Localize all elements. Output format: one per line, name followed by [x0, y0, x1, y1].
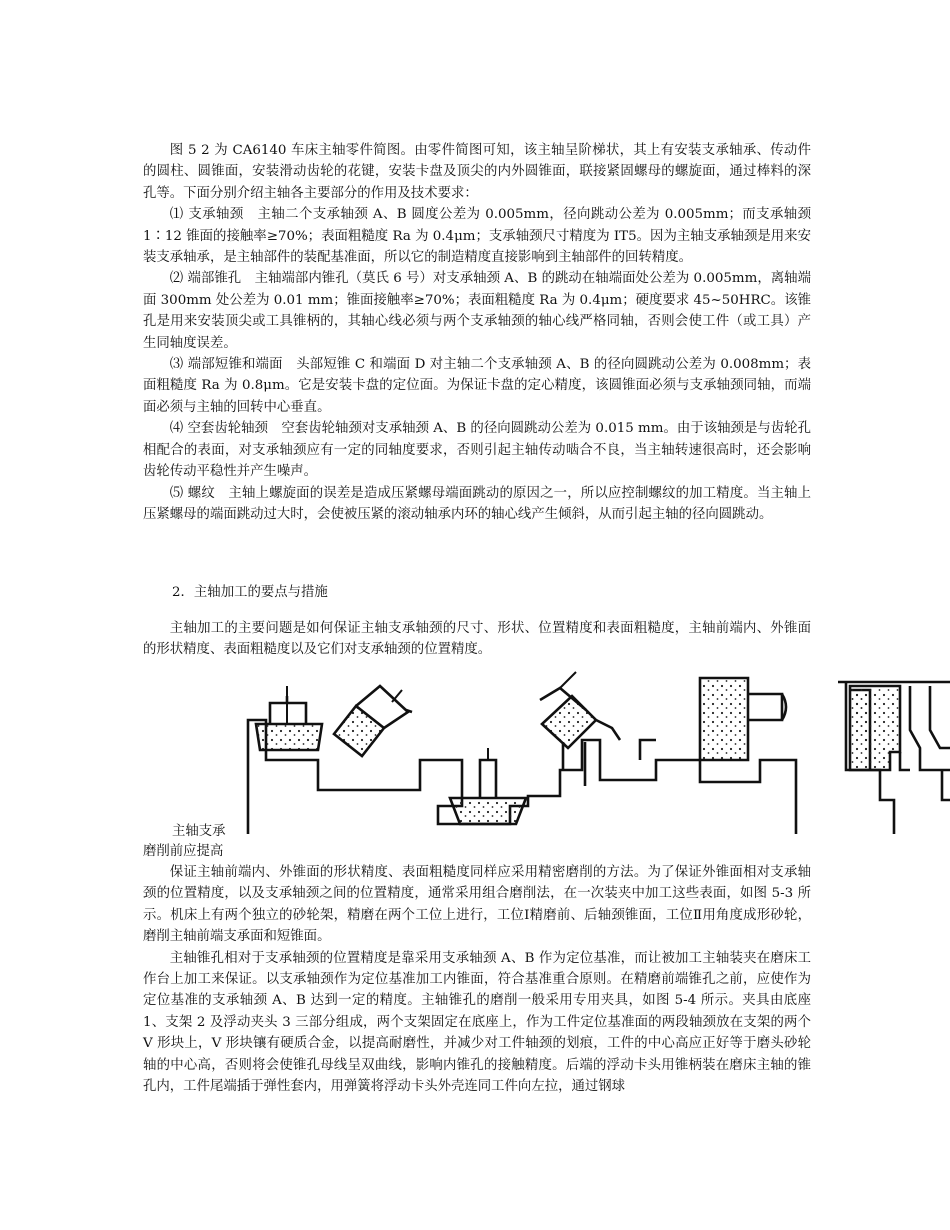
figure-side-text-line-2: 磨削前应提高 [143, 844, 224, 859]
paragraph: ⑷ 空套齿轮轴颈 空套齿轮轴颈对支承轴颈 A、B 的径向圆跳动公差为 0.015 mm。由于该轴颈是与齿轮孔相配合的表面，对支承轴颈应有一定的同轴度要求，否则引起主轴传动啮合不良，当主轴转速很高时，还会影响齿轮传动平稳性并产生噪声。 [143, 421, 811, 480]
paragraph: ⑸ 螺纹 主轴上螺旋面的误差是造成压紧螺母端面跳动的原因之一，所以应控制螺纹的加工精度。当主轴上压紧螺母的端面跳动过大时，会使被压紧的滚动轴承内环的轴心线产生倾斜，从而引起主轴的径向圆跳动。 [143, 485, 811, 522]
left-grinding-wheel [256, 724, 322, 750]
paragraph: ⑴ 支承轴颈 主轴二个支承轴颈 A、B 圆度公差为 0.005mm，径向跳动公差为 0.005mm；而支承轴颈 1∶12 锥面的接触率≥70%；表面粗糙度 Ra 为 0.4μm；支承轴颈尺寸精度为 IT5。因为主轴支承轴颈是用来安装支承轴承，是主轴部件的装配基准面，所以它的制造精度直接影响到主轴部件的回转精度。 [143, 207, 811, 266]
small-grinding-wheel [450, 798, 526, 824]
spindle-requirements-text [143, 140, 811, 525]
grinding-methods-text [143, 862, 811, 1097]
cylindrical-wheel [700, 678, 748, 760]
paragraph: 保证主轴前端内、外锥面的形状精度、表面粗糙度同样应采用精密磨削的方法。为了保证外锥面相对支承轴颈的位置精度，以及支承轴颈之间的位置精度，通常采用组合磨削法，在一次装夹中加工这些表面，如图 5-3 所示。机床上有两个独立的砂轮架，精磨在两个工位上进行，工位Ⅰ精磨前、后轴颈锥面，工位Ⅱ用角度成形砂轮，磨削主轴前端支承面和短锥面。 [143, 865, 811, 945]
spindle-workpiece [248, 720, 796, 834]
intro-text [143, 618, 811, 661]
angled-grinding-wheel [334, 706, 384, 756]
paragraph: ⑵ 端部锥孔 主轴端部内锥孔（莫氏 6 号）对支承轴颈 A、B 的跳动在轴端面处公差为 0.005mm，离轴端面 300mm 处公差为 0.01 mm；锥面接触率≥70%；表面粗糙度 Ra 为 0.4μm；硬度要求 45~50HRC。该锥孔是用来安装顶尖或工具锥柄的，其轴心线必须与两个支承轴颈的轴心线严格同轴，否则会使工件（或工具）产生同轴度误差。 [143, 271, 811, 351]
tilted-wheel-station-two [542, 696, 596, 748]
figure-side-text-line-1: 主轴支承 [172, 824, 226, 839]
paragraph: 主轴加工的主要问题是如何保证主轴支承轴颈的尺寸、形状、位置精度和表面粗糙度，主轴前端内、外锥面的形状精度、表面粗糙度以及它们对支承轴颈的位置精度。 [143, 621, 811, 658]
paragraph: 主轴锥孔相对于支承轴颈的位置精度是靠采用支承轴颈 A、B 作为定位基准，而让被加工主轴装夹在磨床工作台上加工来保证。以支承轴颈作为定位基准加工内锥面，符合基准重合原则。在精磨前端锥孔之前，应使作为定位基准的支承轴颈 A、B 达到一定的精度。主轴锥孔的磨削一般采用专用夹具，如图 5-4 所示。夹具由底座 1、支架 2 及浮动夹头 3 三部分组成，两个支架固定在底座上，作为工件定位基准面的两段轴颈放在支架的两个 V 形块上，V 形块镶有硬质合金，以提高耐磨性，并减少对工件轴颈的划痕，工件的中心高应正好等于磨头砂轮轴的中心高，否则将会使锥孔母线呈双曲线，影响内锥孔的接触精度。后端的浮动卡头用锥柄装在磨床主轴的锥孔内，工件尾端插于弹性套内，用弹簧将浮动卡头外壳连同工件向左拉，通过钢球 [143, 950, 811, 1095]
paragraph: ⑶ 端部短锥和端面 头部短锥 C 和端面 D 对主轴二个支承轴颈 A、B 的径向圆跳动公差为 0.008mm；表面粗糙度 Ra 为 0.8μm。它是安装卡盘的定位面。为保证卡盘的定心精度，该圆锥面必须与支承轴颈同轴，而端面必须与主轴的回转中心垂直。 [143, 357, 811, 415]
section-heading: 2．主轴加工的要点与措施 [172, 585, 328, 600]
paragraph: 图 5 2 为 CA6140 车床主轴零件简图。由零件简图可知，该主轴呈阶梯状，其上有安装支承轴承、传动件的圆柱、圆锥面，安装滑动齿轮的花键，安装卡盘及顶尖的内外圆锥面，联接紧固螺母的螺旋面，通过棒料的深孔等。下面分别介绍主轴各主要部分的作用及技术要求： [143, 143, 811, 201]
